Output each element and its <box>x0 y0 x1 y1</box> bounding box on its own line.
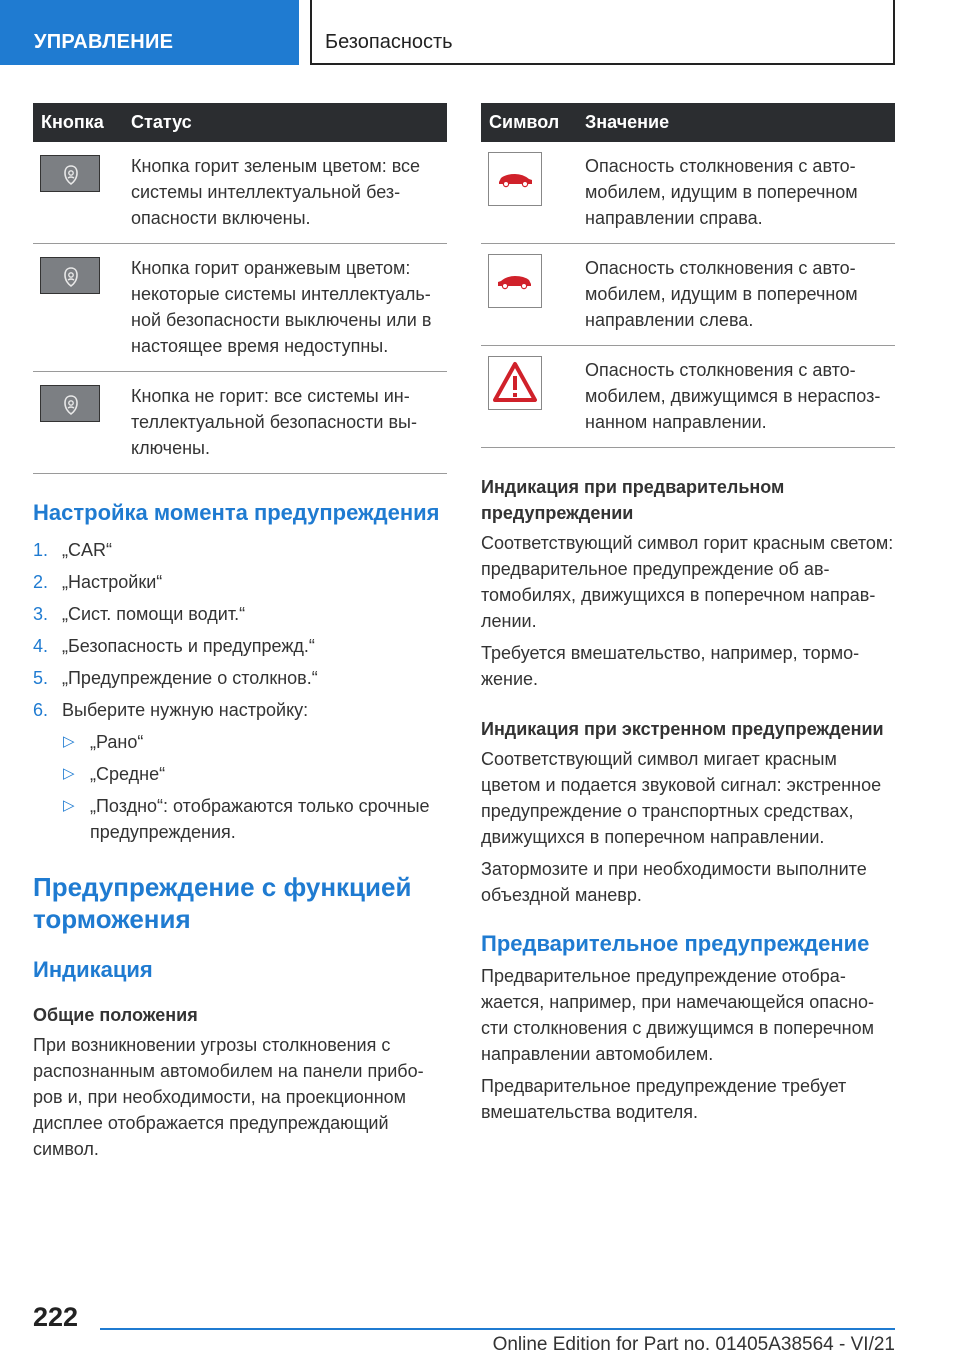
step-number: 3. <box>33 604 49 624</box>
step-text: „Настройки“ <box>62 572 163 592</box>
step-number: 4. <box>33 636 49 656</box>
icon-cell <box>33 142 131 244</box>
meaning-text: Опасность столкновения с автомобилем, идущим в поперечном направлении справа. <box>579 142 895 244</box>
body-text: Предварительное предупреждение требует вмешательства водителя. <box>481 1076 847 1122</box>
icon-cell <box>481 346 579 448</box>
icon-cell <box>481 142 579 244</box>
body-text: Требуется вмешательство, например, торможение. <box>481 643 860 689</box>
column-header: Кнопка <box>33 103 131 142</box>
car-crossing-left-icon <box>488 254 542 308</box>
icon-cell <box>33 372 131 474</box>
button-status-table <box>33 103 447 474</box>
triangle-bullet-icon: ▷ <box>63 733 75 750</box>
step-number: 1. <box>33 540 49 560</box>
page-title: Безопасность <box>325 31 453 53</box>
edition-text: Online Edition for Part no. 01405A38564 - VI/21 <box>492 1334 895 1355</box>
body-text: Соответствующий символ мигает красным цветом и подается звуковой сигнал: экстренное предупреждение о транспортных средствах, движущихся в поперечном направлении. <box>481 749 882 847</box>
body-text: Предварительное предупреждение отображается, например, при намечающейся опасности столкновения с движущимся в поперечном направлении автомобилем. <box>481 966 874 1064</box>
settings-steps-list <box>33 537 447 723</box>
section-heading: Настройка момента предупреждения <box>33 500 440 525</box>
symbol-meaning-table <box>481 103 895 448</box>
step-number: 5. <box>33 668 49 688</box>
triangle-bullet-icon: ▷ <box>63 765 75 782</box>
icon-cell <box>481 244 579 346</box>
option-text: „Средне“ <box>90 764 166 784</box>
section-heading: Предупреждение с функцией торможения <box>33 872 412 934</box>
icon-cell <box>33 244 131 372</box>
warning-triangle-icon <box>488 356 542 410</box>
column-header: Статус <box>131 103 447 142</box>
list-item <box>33 761 447 787</box>
status-text: Кнопка горит оранжевым цветом: некоторые системы интеллектуальной безопасности выключены или в настоящее время недоступны. <box>131 244 447 372</box>
settings-options-list <box>33 729 447 845</box>
step-text: Выберите нужную настройку: <box>62 700 309 720</box>
table-row <box>481 244 895 346</box>
left-column <box>33 103 447 1162</box>
list-item <box>33 793 447 845</box>
list-item <box>33 697 447 723</box>
meaning-text: Опасность столкновения с автомобилем, движущимся в нераспознанном направлении. <box>579 346 895 448</box>
table-row <box>481 142 895 244</box>
paragraph-heading: Индикация при предварительном предупреждении <box>481 477 785 523</box>
table-header-row <box>33 103 447 142</box>
car-crossing-right-icon <box>488 152 542 206</box>
safety-button-icon <box>40 257 100 294</box>
step-text: „Предупреждение о столкнов.“ <box>62 668 318 688</box>
subsection-heading: Предварительное предупреждение <box>481 931 870 956</box>
header-divider <box>310 0 312 65</box>
triangle-bullet-icon: ▷ <box>63 797 75 814</box>
header-underline <box>310 63 895 65</box>
step-number: 2. <box>33 572 49 592</box>
list-item <box>33 537 447 563</box>
table-header-row <box>481 103 895 142</box>
list-item <box>33 633 447 659</box>
list-item <box>33 569 447 595</box>
page-number: 222 <box>33 1302 79 1332</box>
right-column <box>481 103 895 1125</box>
section-tab: УПРАВЛЕНИЕ <box>0 0 299 65</box>
footer-rule <box>100 1328 895 1330</box>
column-header: Символ <box>481 103 579 142</box>
table-row <box>481 346 895 448</box>
step-text: „Сист. помощи водит.“ <box>62 604 246 624</box>
step-text: „Безопасность и предупрежд.“ <box>62 636 315 656</box>
status-text: Кнопка не горит: все системы интеллектуальной безопасности выключены. <box>131 372 447 474</box>
table-row <box>33 244 447 372</box>
paragraph-heading: Индикация при экстренном предупреждении <box>481 719 884 739</box>
option-text: „Рано“ <box>90 732 144 752</box>
safety-button-icon <box>40 385 100 422</box>
step-number: 6. <box>33 700 49 720</box>
status-text: Кнопка горит зеленым цветом: все системы интеллектуальной безопасности включены. <box>131 142 447 244</box>
paragraph-heading: Общие положения <box>33 1005 198 1025</box>
option-text: „Поздно“: отображаются только срочные предупреждения. <box>90 796 430 842</box>
safety-button-icon <box>40 155 100 192</box>
header-divider <box>893 0 895 65</box>
subsection-heading: Индикация <box>33 957 153 982</box>
column-header: Значение <box>579 103 895 142</box>
table-row <box>33 142 447 244</box>
step-text: „CAR“ <box>62 540 112 560</box>
body-text: Затормозите и при необходимости выполните объездной маневр. <box>481 859 867 905</box>
list-item <box>33 665 447 691</box>
meaning-text: Опасность столкновения с автомобилем, идущим в поперечном направлении слева. <box>579 244 895 346</box>
list-item <box>33 729 447 755</box>
body-text: Соответствующий символ горит красным светом: предварительное предупреждение об автомобилях, движущихся в поперечном направлении. <box>481 533 894 631</box>
list-item <box>33 601 447 627</box>
body-text: При возникновении угрозы столкновения с распознанным автомобилем на панели приборов и, при необходимости, на проекционном дисплее отображается предупреждающий символ. <box>33 1035 424 1159</box>
table-row <box>33 372 447 474</box>
